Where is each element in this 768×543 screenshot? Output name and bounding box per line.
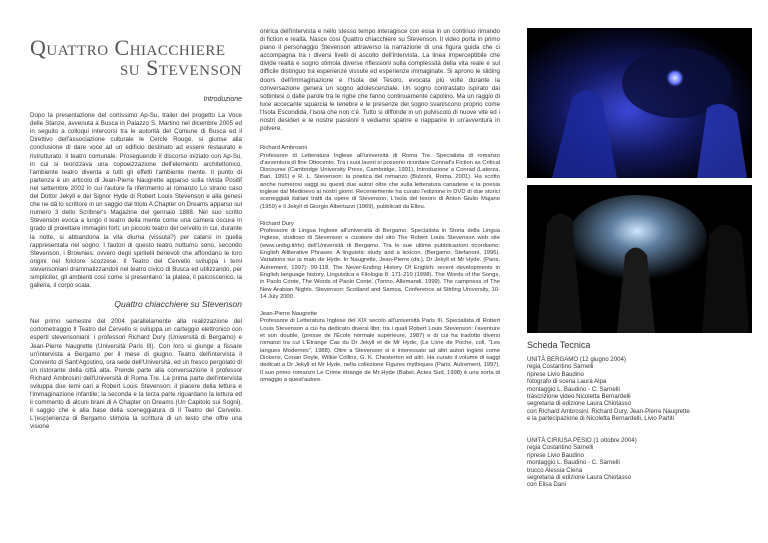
- column2-para1: onirica dell'intervista e nello stesso tempo interagisce con essa in un continuo rimando di fiction e realtà. Nasce così Quattro chiacchiere su Stevenson. Il video porta in primo piano il personaggio Stevenson attraverso la narrazione di una figura guida che ci accompagna tra i diversi livelli di ascolto dell'intervista. La linea imperceptibile che divide realtà e sogno stimola diverse riflessioni sulla complessità della vita reale e sul difficile distinguo tra esperienze vissute ed esperienze immaginate. Si aprono le sliding doors dell'immaginazione e l'Isola del Tesoro, evocata più volte durante la conversazione genera un sogno adolescenziale. Un sogno contrastato ispirato dai sottintesi o dalle parole tra le righe che fanno continuamente capolino. Ma un raggio di luce accecante squarcia le tenebre e le presenze del sogno svaniscono proprio come l'Isola Escondida, l'isola che non c'è. Tutto si diffonde in un pulviscolo di nuove vite ed i nostri desideri e le nostre passioni li vediamo sparire e riapparire in un'avventura in polvere.: [260, 28, 500, 133]
- scheda-block-ciriusa: UNITÀ CIRIUSA PESIO (1 ottobre 2004) regia Costantino Sarnelli riprese Livio Baudino montaggio L. Baudino - C. Sarnelli trucco Alessia Ciena segretaria di edizione Laura Chiotasso con Elisa Dani: [527, 437, 637, 489]
- scheda-heading: Scheda Tecnica: [527, 340, 591, 350]
- column-middle: [260, 28, 500, 390]
- bio-dury: Richard Dury Professore di Lingua Inglese all'università di Bergamo. Specialista in Storia della Lingua Inglese, studioso di Stevenson e curatore del sito The Robert Louis Stevenson web site (www.unibg.it/rls) dell'Università di Bergamo. Tra le sue ultime pubblicazioni ricordiamo: English Alliterative Phrases. A linguistic study and a lexicon. (Bergamo, Stefanoni, 1996). Variations sur la main de Hyde. In Naugrette, Jean-Pierre (dir.), Dr Jekyll et Mr Hyde. (Paris, Autrement, 1997): 99-118. The Never-Ending History Of English: recent developments in English language history. Linguistica e Filologia 8: 171-210 (1998). The Words of the Songs, in Paolo Conte, The Words of Paolo Conte. (Torino, Allemandi, 1999). The campness of The New Arabian Nights. Stevenson: Scotland and Samoa, Conference at Stirling University, 10-14 July 2000.: [260, 220, 500, 300]
- intro-text: Dopo la presentazione del cortissimo Ap-Su, trailer del progetto La Voce delle Stanze, avvenuta a Busca in Palazzo S. Martino nel dicembre 2005 ed in seguito a colloqui intercorsi tra le autorità del Comune di Busca ed il Direttivo dell'associazione culturale le Cercle Rouge, si giunse alla conclusione di dare voce ad un edificio destinato ad essere restaurato e ristrutturato: il teatro comunale. Proseguendo il discorso iniziato con Ap-Su, in cui si teorizzava una copoeizzazione dell'elemento architettonico, l'ambiente teatro diventa a tutti gli effetti l'ambiente mente. Il punto di partenza è un articolo di Jean-Pierre Naugrette apparso sulla rivista Positif nel settembre 2002 in cui l'autore fa riferimento al romanzo Lo strano caso del Dottor Jekyll e del Signor Hyde di Robert Louis Stevenson e alla genesi che ne dà lo scrittore in un saggio dal titolo A Chapter on Dreams apparso sul numero 3 dello Scribner's Magazine del gennaio 1888. Nel suo scritto Stevenson evoca a lungo il teatro della mente come una camera oscura in grado di proiettare immagini forti; un piccolo teatro del cervello in cui, durante la notte, si abbandona la vita diurna (vissuta?) per calarsi in quella rappresentata nel sogno. I fautori di questo teatro notturno sono, secondo Stevenson, i Brownies: ovvero degli spiritelli benevoli che affondano le loro origini nel folclore scozzese. Il Teatro del Cervello sviluppa i temi stevensoniani drammatizzandoli nel teatro civico di Busca ed utilizzando, per simpliciter, gli ambienti così come si presentano: la platea, il palcoscenico, la galleria, il corpo scala.: [30, 112, 242, 290]
- section2-heading: Quattro chiacchiere su Stevenson: [114, 299, 242, 310]
- bio-naugrette: Jean-Pierre Naugrette Professore di Letteratura Inglese del XIX secolo all'università Paris III. Specialista di Robert Louis Stevenson a cui ha dedicato diversi libri: tra i quali Robert Louis Stevenson: l'aventure et son double, (presse de l'École normale supérieure, 1987) e di cui ha tradotto diversi romanzi tra cui L'Étrange Cas du Dr Jekyll et de Mr Hyde, (Le Livre de Poche, coll. "Les langues Modernes", 1988). Oltre a Stevenson si è interessato ad altri autori inglesi come Dickens, Conan Doyle, Wilkie Collins, G. K. Chesterton ed altri. Ha curato il volume di saggi dedicati a Dr Jekyll et Mr Hyde, nella collezione Figures mythiques (Paris, Autrement, 1997). Il suo primo romanzo Le Crime étrange de Mr Hyde (Babel, Actes Sud, 1998) è una sorta di omaggio a quest'autore.: [260, 311, 500, 383]
- column-left: [30, 96, 242, 438]
- page-title: [30, 35, 242, 80]
- intro-heading: Introduzione: [203, 96, 242, 103]
- scheda-block-bergamo: UNITÀ BERGAMO (12 giugno 2004) regia Costantino Sarnelli riprese Livio Baudino fotografo di scena Laura Alpa montaggio L. Baudino - C. Sarnelli trascrizione video Nicoletta Bernardelli segretaria di edizione Laura Chiotasso con Richard Ambrosini, Richard Dury, Jean-Pierre Naugrette e la partecipazione di Nicoletta Bernardelli, Livio Partiti: [527, 356, 690, 423]
- bio-ambrosini: Richard Ambrosini Professore di Letteratura Inglese all'università di Roma Tre. Specialista di romanzo d'avventura di fine Ottocento. Tra i suoi lavori si possono ricordare Conrad's Fiction as Critical Discourse (Cambridge University Press, Cambridge, 1991), Introduzione a Conrad (Laterza, Bari, 1991) e R. L. Stevenson: la poetica del romanzo (Bulzoni, Roma, 2001). Ha scritto anche numerosi saggi su questi due autori oltre che sulla letteratura canadese e la poesia inglese dal Medioevo ai nostri giorni. Recentemente ha curato l'edizione in DVD di due storici sceneggiati italiani tratti da opere di Stevenson, L'isola del tesoro di Anton Giulio Majano (1959) e il Jekyll di Giorgio Albertazzi (1969), pubblicati da Elleu.: [260, 145, 500, 210]
- title-line-1: Quattro Chiacchiere: [30, 35, 226, 60]
- title-line-2: su Stevenson: [119, 55, 242, 80]
- photo-blue-light: [527, 28, 752, 178]
- section2-text: Nel primo semestre del 2004 parallelamente alla realizzazione del cortometraggio Il Teatro del Cervello si sviluppa un carteggio elettronico con esperti stevensoniani: i professori Richard Dury (Università di Bergamo) e Jean-Pierre Naugrette (Università Paris III). Con loro si giunge a fissare un'intervista a Bergamo per il mese di giugno. Teatro dell'intervista il Convento di Sant'Agostino, ora sede dell'Università, ed un fresco pergolato di un ristorante della città alta. Prende parte alla conversazione il professor Richard Ambrosini dell'Università di Roma Tre. La prima parte dell'intervista sviluppa due temi cari a Robert Louis Stevenson: il piacere della lettura e l'immaginazione infantile; la seconda e la terza parte riguardano la lettura ed il commento di alcuni brani di A Chapter on Dreams (Un Capitolo sui Sogni), il saggio che è alla base della sceneggiatura di Il Teatro del Cervello. L'(esp)erienza di Bergamo stimola la scrittura di un testo che offre una visione: [30, 318, 242, 431]
- photo-figures: [527, 185, 752, 333]
